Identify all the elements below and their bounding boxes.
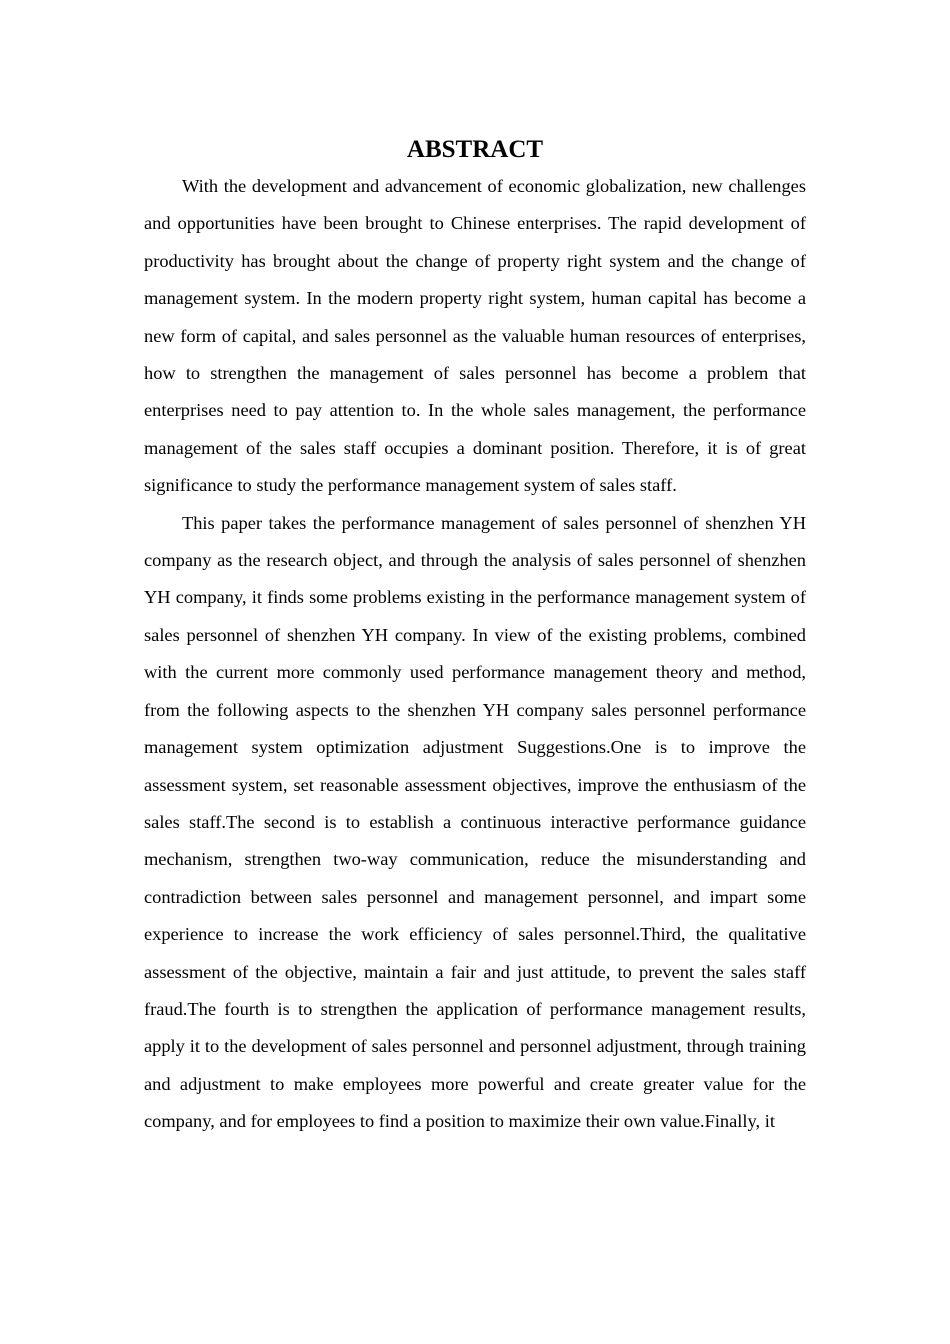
abstract-title: ABSTRACT: [406, 136, 544, 163]
abstract-paragraph-1: With the development and advancement of economic globalization, new challenges and opportunities have been brought to Chinese enterprises. The rapid development of productivity has brought about the change of property right system and the change of management system. In the modern property right system, human capital has become a new form of capital, and sales personnel as the valuable human resources of enterprises, how to strengthen the management of sales personnel has become a problem that enterprises need to pay attention to. In the whole sales management, the performance management of the sales staff occupies a dominant position. Therefore, it is of great significance to study the performance management system of sales staff.: [144, 176, 806, 496]
abstract-section: [144, 132, 806, 1141]
abstract-paragraph-2: This paper takes the performance management of sales personnel of shenzhen YH company as the research object, and through the analysis of sales personnel of shenzhen YH company, it finds some problems existing in the performance management system of sales personnel of shenzhen YH company. In view of the existing problems, combined with the current more commonly used performance management theory and method, from the following aspects to the shenzhen YH company sales personnel performance management system optimization adjustment Suggestions.One is to improve the assessment system, set reasonable assessment objectives, improve the enthusiasm of the sales staff.The second is to establish a continuous interactive performance guidance mechanism, strengthen two-way communication, reduce the misunderstanding and contradiction between sales personnel and management personnel, and impart some experience to increase the work efficiency of sales personnel.Third, the qualitative assessment of the objective, maintain a fair and just attitude, to prevent the sales staff fraud.The fourth is to strengthen the application of performance management results, apply it to the development of sales personnel and personnel adjustment, through training and adjustment to make employees more powerful and create greater value for the company, and for employees to find a position to maximize their own value.Finally, it: [144, 512, 806, 1132]
